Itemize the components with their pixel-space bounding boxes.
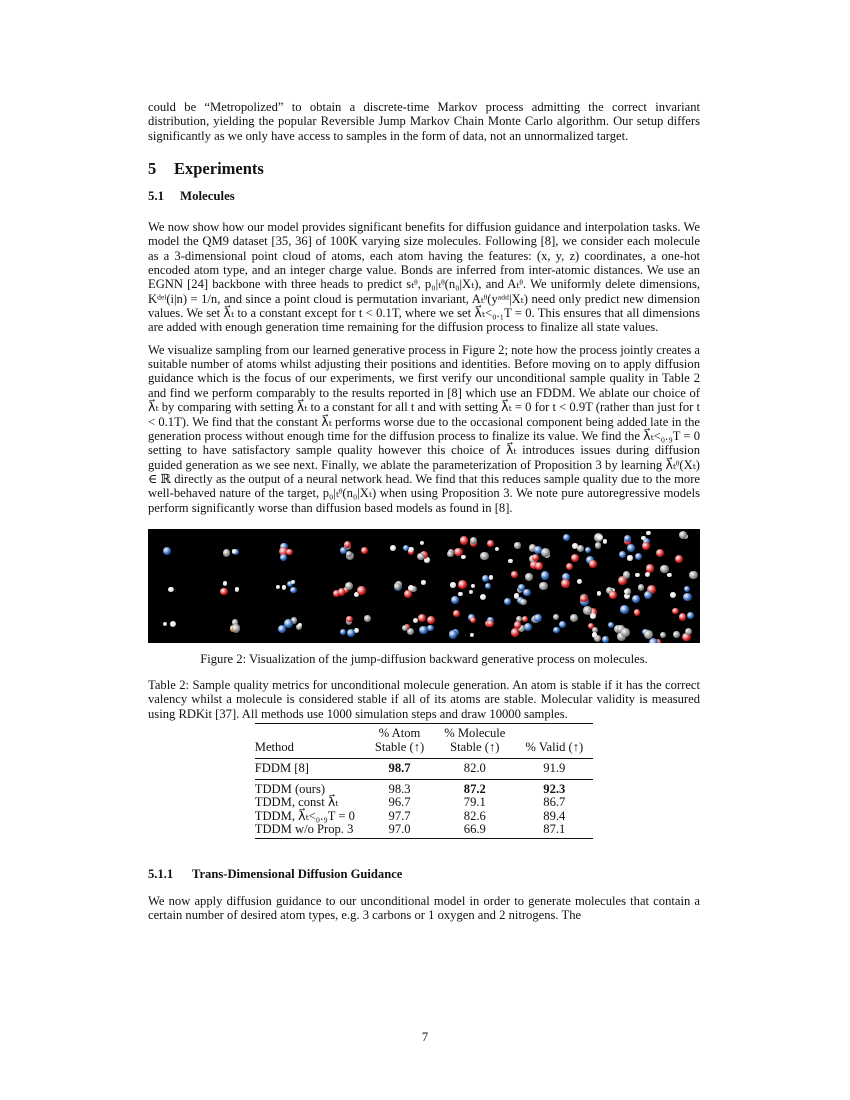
atom-mark (539, 582, 547, 590)
section-title: Experiments (174, 159, 264, 179)
atom-mark (644, 591, 653, 600)
molecules-paragraph: We now show how our model provides significant benefits for diffusion guidance and interpolation tasks. We model the QM9 dataset [35, 36] of 100K varying size molecules. Following [8], we consider each molecule as a 3-dimensional point cloud of atoms, each atom having the features: (x, y, z) coordinates, a one-hot encoded atom type, and an integer charge value. Bonds are inferred from inter-atomic distances. We use an EGNN [24] backbone with three heads to predict sₜᶿ, p₀|ₜᶿ(n₀|Xₜ), and Aₜᶿ. We uniformly delete dimensions, Kᵈᵉˡ(i|n) = 1/n, and since a point cloud is permutation invariant, Aₜᶿ(yᵃᵈᵈ|Xₜ) need only predict new dimension values. We set λ⃗ₜ to a constant except for t < 0.1T, where we set λ⃗ₜ<₀.₁T = 0. This ensures that all dimensions are added with enough generation time remaining for the diffusion process to finalize all state values. (148, 220, 700, 335)
atom-mark (670, 592, 676, 598)
atom-mark (590, 613, 596, 619)
atom-mark (641, 536, 646, 541)
atom-mark (404, 590, 412, 598)
atom-mark (667, 573, 671, 577)
atom-mark (638, 584, 645, 591)
atom-mark (522, 616, 528, 622)
page-body (148, 100, 700, 923)
atom-mark (280, 554, 287, 561)
atom-mark (595, 542, 602, 549)
atom-mark (485, 583, 491, 589)
atom-mark (620, 605, 629, 614)
table-row (255, 823, 593, 839)
atom-mark (223, 581, 227, 585)
atom-mark (656, 549, 664, 557)
atom-mark (291, 580, 295, 584)
atom-mark (632, 595, 640, 603)
cell-atom: 97.0 (365, 823, 434, 839)
atom-mark (563, 534, 570, 541)
atom-mark (619, 551, 626, 558)
atom-mark (487, 620, 494, 627)
atom-mark (541, 548, 550, 557)
atom-mark (621, 628, 630, 637)
atom-mark (480, 552, 488, 560)
sample-quality-table (255, 723, 593, 839)
cell-atom: 96.7 (388, 795, 411, 810)
atom-mark (672, 608, 679, 615)
atom-mark (471, 584, 475, 588)
atom-mark (413, 618, 419, 624)
atom-mark (689, 571, 697, 579)
table-row (255, 810, 593, 823)
header-atom-stable-line1: % Atom (365, 723, 434, 740)
atom-mark (559, 621, 566, 628)
cell-valid: 86.7 (543, 795, 566, 810)
atom-mark (427, 625, 434, 632)
atom-mark (635, 573, 640, 578)
atom-mark (602, 636, 609, 643)
cell-mol: 82.6 (463, 808, 486, 823)
atom-mark (276, 585, 280, 589)
atom-mark (450, 582, 456, 588)
atom-mark (470, 617, 476, 623)
atom-mark (480, 594, 486, 600)
atom-mark (577, 545, 584, 552)
atom-mark (577, 579, 582, 584)
cell-mol: 82.0 (434, 758, 515, 779)
atom-mark (346, 616, 352, 622)
atom-mark (535, 562, 544, 571)
atom-mark (603, 539, 607, 543)
table-caption: Table 2: Sample quality metrics for unconditional molecule generation. An atom is stable if it has the correct valency whilst a molecule is considered stable if all of its atoms are stable. Molecular validity is measured using RDKit [37]. All methods use 1000 simulation steps and draw 10000 samples. (148, 677, 700, 721)
atom-mark (460, 536, 469, 545)
atom-mark (163, 622, 167, 626)
atom-mark (419, 626, 427, 634)
table-header-row (255, 740, 593, 759)
atom-mark (469, 590, 473, 594)
atom-mark (163, 547, 171, 555)
header-molecule-stable-line1: % Molecule (434, 723, 515, 740)
atom-mark (532, 554, 539, 561)
atom-mark (597, 591, 601, 595)
subsubsection-title: Trans-Dimensional Diffusion Guidance (192, 866, 403, 881)
atom-mark (525, 573, 532, 580)
cell-method: TDDM (ours) (254, 782, 326, 797)
table-row (255, 758, 593, 779)
atom-mark (679, 613, 687, 621)
atom-mark (523, 589, 531, 597)
cell-valid: 87.1 (515, 823, 593, 839)
table-row (255, 796, 593, 809)
sampling-paragraph: We visualize sampling from our learned generative process in Figure 2; note how the process jointly creates a suitable number of atoms whilst adjusting their positions and identities. Before moving on to apply diffusion guidance which is the focus of our experiments, we first verify our unconditional sample quality in Table 2 and find we perform comparably to the results reported in [8] which use an FDDM. We ablate our choice of λ⃗ₜ by comparing with setting λ⃗ₜ to a constant for all t and with setting λ⃗ₜ = 0 for t < 0.9T (rather than just for t < 0.1T). We find that the constant λ⃗ₜ performs worse due to the occasional component being added late in the generation process without enough time for the diffusion process to finalize its value. We find the λ⃗ₜ<₀.₉T = 0 setting to have satisfactory sample quality however this choice of λ⃗ₜ introduces issues during diffusion guided generation as we see next. Finally, we ablate the parameterization of Proposition 3 by learning λ⃗ₜᶿ(Xₜ) ∈ ℝ directly as the output of a neural network head. We find that this reduces sample quality due to the more well-behaved nature of the target, p₀|ₜᶿ(n₀|Xₜ) when using Proposition 3. We note pure autoregressive models perform significantly worse than diffusion based models as found in [8]. (148, 342, 700, 515)
header-atom-stable-line2: Stable (↑) (365, 740, 434, 759)
atom-mark (511, 571, 517, 577)
atom-mark (347, 629, 355, 637)
atom-mark (487, 540, 494, 547)
atom-mark (361, 547, 368, 554)
atom-mark (683, 593, 691, 601)
table-row (255, 780, 593, 797)
section-heading (148, 159, 700, 179)
atom-mark (421, 580, 426, 585)
atom-mark (687, 612, 694, 619)
atom-mark (470, 633, 475, 638)
cell-mol: 66.9 (434, 823, 515, 839)
atom-mark (580, 595, 588, 603)
subsection-number: 5.1 (148, 189, 164, 204)
atom-mark (561, 579, 570, 588)
atom-mark (418, 614, 426, 622)
atom-mark (541, 571, 550, 580)
atom-mark (566, 563, 573, 570)
cell-mol: 79.1 (463, 795, 486, 810)
atom-mark (673, 631, 680, 638)
atom-mark (514, 542, 520, 548)
atom-mark (585, 547, 591, 553)
cell-valid: 91.9 (515, 758, 593, 779)
header-valid: % Valid (↑) (515, 740, 593, 759)
atom-mark (235, 587, 240, 592)
molecule-generation-figure (148, 529, 700, 643)
atom-mark (571, 554, 579, 562)
guidance-paragraph: We now apply diffusion guidance to our unconditional model in order to generate molecules that contain a certain number of desired atom types, e.g. 3 carbons or 1 oxygen and 2 nitrogens. The (148, 893, 700, 923)
atom-mark (364, 615, 370, 621)
atom-mark (482, 575, 489, 582)
atom-mark (627, 544, 635, 552)
atom-mark (570, 614, 578, 622)
atom-mark (458, 580, 467, 589)
atom-mark (354, 628, 359, 633)
subsubsection-number: 5.1.1 (148, 866, 174, 881)
atom-mark (357, 586, 366, 595)
atom-mark (170, 621, 176, 627)
atom-mark (589, 560, 597, 568)
header-molecule-stable-line2: Stable (↑) (434, 740, 515, 759)
table-header-row (255, 723, 593, 740)
atom-mark (553, 627, 559, 633)
atom-mark (453, 610, 460, 617)
atom-mark (627, 555, 632, 560)
atom-mark (504, 598, 511, 605)
atom-mark (518, 584, 524, 590)
subsubsection-heading (148, 867, 700, 882)
atom-mark (495, 547, 499, 551)
cell-atom: 97.7 (388, 808, 411, 823)
atom-mark (340, 629, 346, 635)
atom-mark (449, 630, 458, 639)
atom-mark (508, 559, 513, 564)
atom-mark (646, 531, 650, 535)
atom-mark (592, 632, 598, 638)
atom-mark (458, 592, 463, 597)
atom-mark (345, 582, 353, 590)
atom-mark (461, 555, 465, 559)
atom-mark (553, 614, 559, 620)
page-number: 7 (421, 1030, 429, 1044)
subsection-title: Molecules (180, 189, 235, 204)
cell-method: FDDM [8] (255, 758, 365, 779)
atom-mark (420, 541, 424, 545)
atom-mark (223, 549, 230, 556)
atom-mark (232, 549, 237, 554)
atom-mark (520, 599, 527, 606)
figure-caption: Figure 2: Visualization of the jump-diffusion backward generative process on molecules. (200, 651, 648, 666)
cell-mol: 87.2 (463, 782, 486, 797)
atom-mark (451, 596, 459, 604)
atom-mark (685, 628, 692, 635)
header-method: Method (255, 740, 365, 759)
atom-mark (624, 589, 629, 594)
atom-mark (511, 628, 520, 637)
atom-mark (447, 551, 453, 557)
atom-mark (649, 638, 658, 643)
atom-mark (660, 565, 668, 573)
cell-valid: 89.4 (543, 808, 566, 823)
atom-mark (675, 555, 683, 563)
atom-mark (660, 632, 666, 638)
atom-mark (290, 587, 297, 594)
atom-mark (524, 623, 533, 632)
atom-mark (220, 588, 227, 595)
cell-valid: 92.3 (543, 782, 566, 797)
atom-mark (338, 588, 346, 596)
cell-method: TDDM, λ⃗ₜ<₀.₉T = 0 (254, 808, 355, 823)
atom-mark (684, 586, 690, 592)
intro-paragraph: could be “Metropolized” to obtain a discrete-time Markov process admitting the correct invariant distribution, yielding the popular Reversible Jump Markov Chain Monte Carlo algorithm. Our setup differs significantly as we only have access to samples in the form of data, not an unnormalized target. (148, 100, 700, 143)
atom-mark (427, 616, 435, 624)
cell-atom: 98.7 (365, 758, 434, 779)
atom-mark (642, 542, 650, 550)
atom-mark (623, 571, 630, 578)
cell-method: TDDM, const λ⃗ₜ (254, 795, 339, 810)
atom-mark (390, 545, 396, 551)
cell-atom: 98.3 (388, 782, 411, 797)
subsection-heading (148, 189, 700, 204)
atom-mark (282, 585, 287, 590)
cell-method: TDDM w/o Prop. 3 (255, 823, 365, 839)
atom-mark (284, 619, 292, 627)
atom-mark (417, 553, 424, 560)
atom-mark (168, 587, 174, 593)
atom-mark (635, 553, 642, 560)
atom-mark (286, 549, 293, 556)
atom-mark (583, 606, 591, 614)
atom-mark (609, 591, 618, 600)
atom-mark (634, 609, 640, 615)
atom-mark (645, 572, 650, 577)
section-number: 5 (148, 159, 157, 179)
atom-mark (489, 575, 494, 580)
atom-mark (232, 624, 241, 633)
atom-mark (534, 614, 542, 622)
